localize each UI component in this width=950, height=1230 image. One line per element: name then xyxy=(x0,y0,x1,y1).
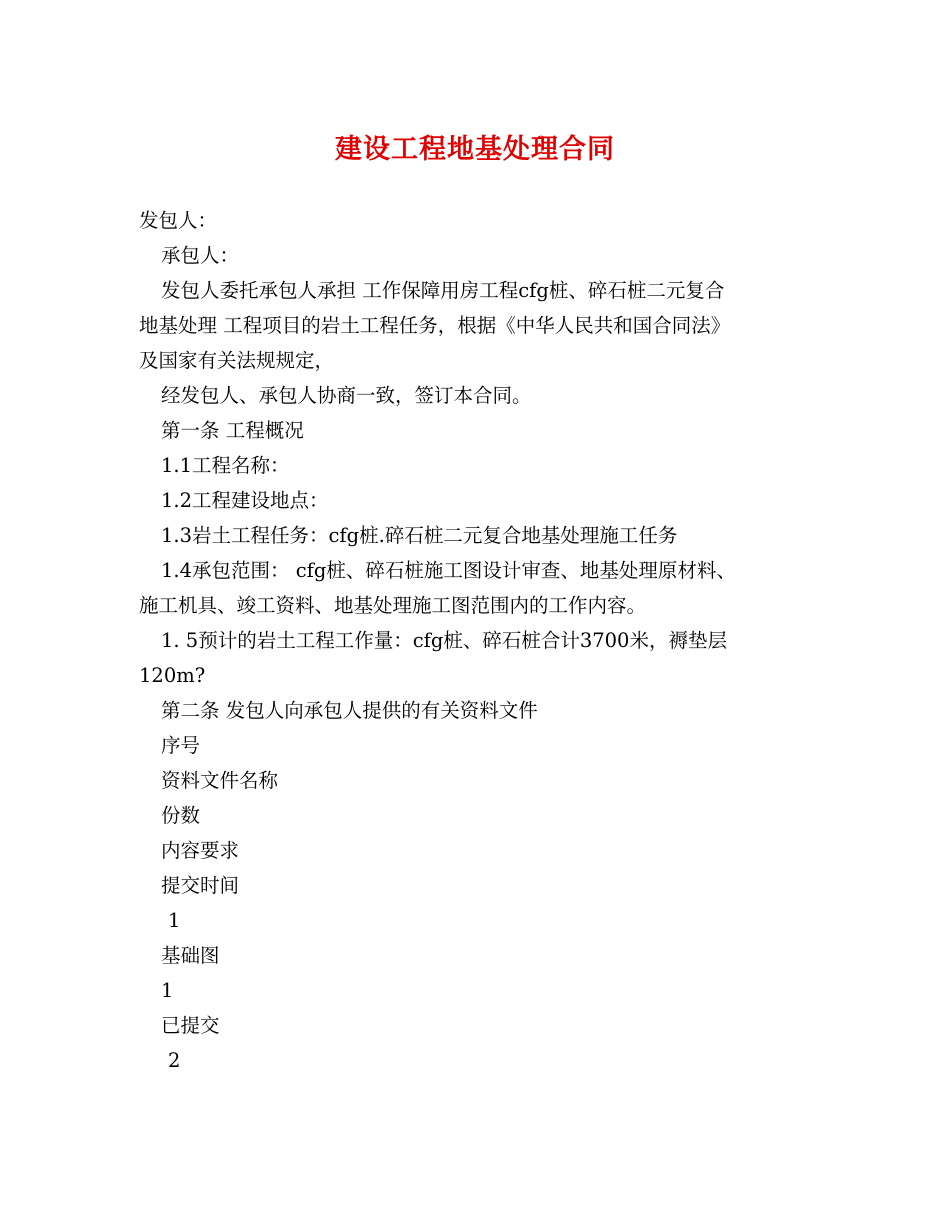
document-body xyxy=(139,203,819,1078)
clause-line: 1.3岩土工程任务：cfg桩.碎石桩二元复合地基处理施工任务 xyxy=(161,524,678,547)
paragraph-line: 及国家有关法规规定， xyxy=(139,349,335,372)
paragraph-line: 经发包人、承包人协商一致，签订本合同。 xyxy=(161,384,532,407)
table-header-cell: 序号 xyxy=(161,734,201,757)
clause-line: 1. 5预计的岩土工程工作量：cfg桩、碎石桩合计3700米，褥垫层 xyxy=(161,629,727,652)
article-heading: 第一条 工程概况 xyxy=(161,419,304,442)
table-header-cell: 提交时间 xyxy=(161,874,240,897)
paragraph-line: 发包人委托承包人承担 工作保障用房工程cfg桩、碎石桩二元复合 xyxy=(161,279,725,302)
table-header-cell: 资料文件名称 xyxy=(161,769,279,792)
table-cell: 2 xyxy=(168,1049,181,1072)
article-heading: 第二条 发包人向承包人提供的有关资料文件 xyxy=(161,699,538,722)
clause-line: 1.2工程建设地点： xyxy=(161,489,329,512)
paragraph-line: 地基处理 工程项目的岩土工程任务，根据《中华人民共和国合同法》 xyxy=(139,314,731,337)
table-header-cell: 份数 xyxy=(161,804,201,827)
table-header-cell: 内容要求 xyxy=(161,839,240,862)
document-title: 建设工程地基处理合同 xyxy=(335,134,615,165)
table-cell: 已提交 xyxy=(161,1014,220,1037)
clause-line: 1.4承包范围： cfg桩、碎石桩施工图设计审查、地基处理原材料、 xyxy=(161,559,736,582)
clause-line: 120m? xyxy=(139,664,206,687)
table-cell: 1 xyxy=(168,909,181,932)
clause-line: 施工机具、竣工资料、地基处理施工图范围内的工作内容。 xyxy=(139,594,647,617)
table-cell: 基础图 xyxy=(161,944,220,967)
clause-line: 1.1工程名称： xyxy=(161,454,290,477)
party-b-line: 承包人： xyxy=(161,244,240,267)
table-cell: 1 xyxy=(161,979,174,1002)
party-a-line: 发包人： xyxy=(139,209,218,232)
